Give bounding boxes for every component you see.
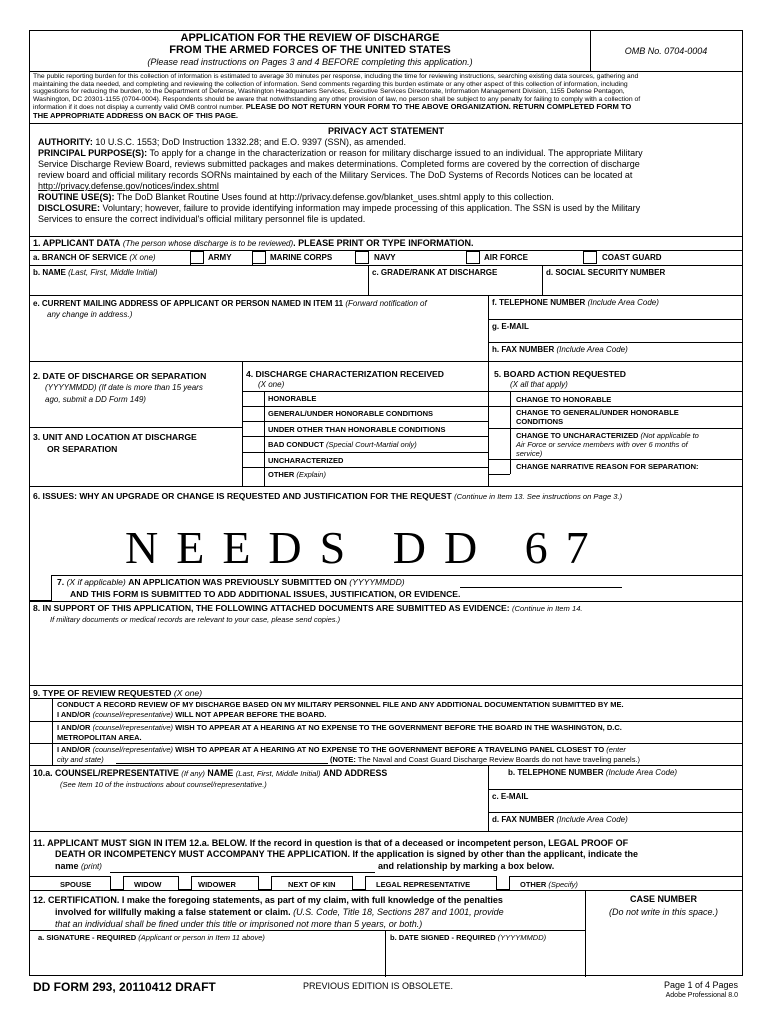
s7-number: 7. <box>57 577 65 587</box>
divider <box>488 812 742 813</box>
s10-and: AND ADDRESS <box>323 768 388 778</box>
s7-text: AN APPLICATION WAS PREVIOUSLY SUBMITTED ON <box>128 577 347 587</box>
disclosure-text: Voluntary; however, failure to provide identifying information may impede processing of this application. The SSN is used by the Military <box>102 203 641 213</box>
privacy-statement <box>38 137 738 225</box>
divider <box>30 685 742 686</box>
change-unc-note-2: Air Force or service members with over 6 months of <box>516 440 688 449</box>
s10-title: 10.a. COUNSEL/REPRESENTATIVE <box>33 768 179 778</box>
fax-title: h. FAX NUMBER <box>492 345 555 354</box>
form-title-line2: FROM THE ARMED FORCES OF THE UNITED STATES <box>169 44 451 56</box>
divider <box>30 295 742 296</box>
legal-label: LEGAL REPRESENTATIVE <box>376 880 471 889</box>
city-state-field[interactable] <box>116 763 328 764</box>
s2-note-2: ago, submit a DD Form 149) <box>45 395 146 404</box>
nok-label: NEXT OF KIN <box>288 880 336 889</box>
s12-line3: that an individual shall be fined under this title or imprisoned not more than 5 years, or both.) <box>55 919 423 929</box>
s9-note-label: (NOTE: <box>330 755 356 764</box>
divider <box>242 452 488 453</box>
divider <box>488 459 742 460</box>
branch-note: (X one) <box>129 253 156 262</box>
change-general-label-2: CONDITIONS <box>516 417 564 426</box>
fax-label <box>492 345 628 355</box>
s10-email-label: c. E-MAIL <box>492 792 529 801</box>
marine-checkbox[interactable] <box>252 251 266 264</box>
divider <box>242 391 488 392</box>
divider <box>30 236 742 237</box>
address-title: e. CURRENT MAILING ADDRESS OF APPLICANT OR PERSON NAMED IN ITEM 11 <box>33 299 344 308</box>
s1-heading <box>33 238 474 249</box>
s9-heading <box>33 688 202 698</box>
change-honorable-checkbox[interactable] <box>493 393 507 406</box>
routine-line <box>38 192 738 203</box>
s7-checkbox[interactable] <box>30 575 52 601</box>
s12-line2 <box>55 907 504 918</box>
change-general-label: CHANGE TO GENERAL/UNDER HONORABLE <box>516 408 679 417</box>
divider <box>30 123 742 124</box>
divider <box>30 890 742 891</box>
legal-checkbox[interactable] <box>496 876 510 890</box>
widower-checkbox[interactable] <box>258 876 272 890</box>
bad-conduct-label <box>268 440 417 449</box>
s10-phone-label <box>508 768 677 778</box>
name-label <box>33 268 157 278</box>
name-title: b. NAME <box>33 268 66 277</box>
name-note: (Last, First, Middle Initial) <box>68 268 158 277</box>
s9-o1-text: WILL NOT APPEAR BEFORE THE BOARD. <box>175 710 327 719</box>
s6-note: (Continue in Item 13. See instructions on Page 3.) <box>454 492 623 501</box>
ssn-label: d. SOCIAL SECURITY NUMBER <box>546 268 666 277</box>
navy-label: NAVY <box>374 253 396 262</box>
s10-phone-note: (Include Area Code) <box>605 768 678 777</box>
s8-note: (Continue in Item 14. <box>512 604 583 613</box>
disclosure-label: DISCLOSURE: <box>38 203 101 213</box>
widow-label: WIDOW <box>134 880 162 889</box>
s9-option1-line2 <box>57 710 326 719</box>
change-unc-title: CHANGE TO UNCHARACTERIZED <box>516 431 639 440</box>
divider <box>30 250 742 251</box>
form-number: DD FORM 293, 20110412 DRAFT <box>33 980 216 994</box>
authority-line <box>38 137 738 148</box>
divider <box>488 319 742 320</box>
grade-label: c. GRADE/RANK AT DISCHARGE <box>372 268 498 277</box>
s12-note: (U.S. Code, Title 18, Sections 287 and 1001, provide <box>293 907 504 917</box>
divider <box>30 721 742 722</box>
divider <box>242 436 488 437</box>
burden-line: suggestions for reducing the burden, to the Department of Defense, Washington Headquarters Services, Executive Services Directorate, Information Management Division, 1155 Defense Pentagon, <box>33 88 625 96</box>
adobe-note: Adobe Professional 8.0 <box>665 992 738 999</box>
signature-label <box>38 933 265 942</box>
s9-option2-line1 <box>57 723 622 732</box>
s9-o3-enter: (enter <box>606 745 626 754</box>
burden-line: The public reporting burden for this collection of information is estimated to average 30 minutes per response, including the time for reviewing instructions, searching existing data sources, gathering and <box>33 73 639 80</box>
privacy-title: PRIVACY ACT STATEMENT <box>327 126 444 136</box>
bad-conduct-title: BAD CONDUCT <box>268 440 324 449</box>
s11-line2: DEATH OR INCOMPETENCY MUST ACCOMPANY THE APPLICATION. If the application is signed by other than the applicant, indicate the <box>55 849 639 859</box>
oth-label: UNDER OTHER THAN HONORABLE CONDITIONS <box>268 425 446 434</box>
divider <box>385 930 386 977</box>
s1-note: (The person whose discharge is to be reviewed) <box>122 239 294 248</box>
s9-note-text: The Naval and Coast Guard Discharge Review Boards do not have traveling panels.) <box>357 755 641 764</box>
divider <box>510 391 511 474</box>
date-signed-title: b. DATE SIGNED - REQUIRED <box>390 933 496 942</box>
notices-link[interactable]: http://privacy.defense.gov/notices/index.shtml <box>38 181 219 191</box>
s11-line1: 11. APPLICANT MUST SIGN IN ITEM 12.a. BELOW. If the record in question is that of a deceased or incompetent person, LEGAL PROOF OF <box>33 838 629 848</box>
bad-conduct-note: (Special Court-Martial only) <box>325 440 417 449</box>
divider <box>488 342 742 343</box>
purpose-text: Service Discharge Review Board, reviews submitted packages and makes determinations. Completed forms are covered by the correction of discharge <box>38 159 640 169</box>
divider <box>488 789 742 790</box>
s11-name: name <box>55 861 79 871</box>
dd-form-293 <box>29 30 743 976</box>
s9-option2-line2: METROPOLITAN AREA. <box>57 733 142 742</box>
change-general-checkbox[interactable] <box>493 408 507 421</box>
dc-hearing-checkbox[interactable] <box>33 724 47 737</box>
divider <box>30 486 742 487</box>
disclosure-line <box>38 203 738 214</box>
s9-o2-note: (counsel/representative) <box>92 723 174 732</box>
s11-line3: and relationship by marking a box below. <box>378 861 555 871</box>
s8-note-2: If military documents or medical records are relevant to your case, please send copies.) <box>50 615 341 624</box>
widow-checkbox[interactable] <box>178 876 192 890</box>
case-number-title: CASE NUMBER <box>629 894 697 904</box>
spouse-label: SPOUSE <box>60 880 92 889</box>
other-title: OTHER <box>268 470 295 479</box>
phone-title: f. TELEPHONE NUMBER <box>492 298 586 307</box>
disclosure-text: Services to ensure the correct individual's official military personnel file is updated. <box>38 214 366 224</box>
address-label <box>33 299 427 309</box>
s9-o3-pre: I AND/OR <box>57 745 91 754</box>
other-note: (Explain) <box>296 470 326 479</box>
page-number: Page 1 of 4 Pages <box>663 980 738 990</box>
other-label <box>268 470 326 479</box>
address-note-2: any change in address.) <box>47 310 133 319</box>
address-note: (Forward notification of <box>345 299 427 308</box>
change-uncharacterized-label <box>516 431 699 440</box>
change-unc-note-3: service) <box>516 449 543 458</box>
divider <box>488 361 489 486</box>
s11-name-field[interactable] <box>110 872 375 873</box>
change-narrative-checkbox[interactable] <box>493 461 507 474</box>
authority-label: AUTHORITY: <box>38 137 93 147</box>
obsolete-note: PREVIOUS EDITION IS OBSOLETE. <box>303 981 454 991</box>
divider <box>30 743 742 744</box>
divider <box>30 71 742 72</box>
date-signed-label <box>390 933 546 942</box>
purpose-text: To apply for a change in the characterization or reason for military discharge issued to an individual. The appropriate Military <box>149 148 643 158</box>
return-warning: PLEASE DO NOT RETURN YOUR FORM TO THE ABOVE ORGANIZATION. RETURN COMPLETED FORM TO <box>245 102 632 112</box>
s2-note-1: (YYYYMMDD) (If date is more than 15 years <box>45 383 203 392</box>
divider <box>368 265 369 295</box>
other-checkbox[interactable] <box>248 469 262 482</box>
omb-number: OMB No. 0704-0004 <box>624 46 708 56</box>
s8-heading <box>33 603 583 614</box>
s9-o2-pre: I AND/OR <box>57 723 91 732</box>
s10-fax-label <box>492 815 628 825</box>
s11-name-label <box>55 861 102 872</box>
email-label: g. E-MAIL <box>492 322 529 331</box>
s7-line1 <box>57 577 405 587</box>
burden-line: Washington, DC 20301-1155 (0704-0004). Respondents should be aware that notwithstanding any other provision of law, no person shall be subject to any penalty for failing to comply with a collection of <box>33 95 641 103</box>
airforce-label: AIR FORCE <box>484 253 528 262</box>
divider <box>30 698 742 699</box>
change-unc-note: (Not applicable to <box>640 431 699 440</box>
navy-checkbox[interactable] <box>355 251 369 264</box>
s3-title-1: 3. UNIT AND LOCATION AT DISCHARGE <box>33 432 197 442</box>
divider <box>30 361 742 362</box>
s5-note: (X all that apply) <box>510 380 568 389</box>
divider <box>242 421 488 422</box>
s10-note1: (If any) <box>181 769 205 778</box>
s9-option1-line1: CONDUCT A RECORD REVIEW OF MY DISCHARGE BASED ON MY MILITARY PERSONNEL FILE AND ANY ADDITIONAL DOCUMENTATION SUBMITTED BY ME. <box>57 700 624 709</box>
routine-text: The DoD Blanket Routine Uses found at http://privacy.defense.gov/blanket_uses.shtml apply to this collection. <box>116 192 554 202</box>
s11-print: (print) <box>81 862 102 871</box>
airforce-checkbox[interactable] <box>466 251 480 264</box>
divider <box>242 467 488 468</box>
widower-label: WIDOWER <box>198 880 236 889</box>
s7-note: (X if applicable) <box>66 577 126 587</box>
traveling-panel-checkbox[interactable] <box>33 746 47 759</box>
s12-line1: 12. CERTIFICATION. I make the foregoing statements, as part of my claim, with full knowledge of the penalties <box>33 895 503 905</box>
divider <box>242 406 488 407</box>
s6-title: 6. ISSUES: WHY AN UPGRADE OR CHANGE IS REQUESTED AND JUSTIFICATION FOR THE REQUEST <box>33 491 452 501</box>
purpose-label: PRINCIPAL PURPOSE(S): <box>38 148 148 158</box>
s9-o3-city-note: city and state) <box>57 755 104 764</box>
divider <box>30 265 742 266</box>
s9-o2-text: WISH TO APPEAR AT A HEARING AT NO EXPENSE TO THE GOVERNMENT BEFORE THE BOARD IN THE WASHINGTON, D.C. <box>175 723 622 732</box>
divider <box>30 427 242 428</box>
change-honorable-label: CHANGE TO HONORABLE <box>516 395 612 404</box>
divider <box>488 765 489 831</box>
record-review-checkbox[interactable] <box>33 701 47 714</box>
s10-name: NAME <box>207 768 234 778</box>
s4-note: (X one) <box>258 380 285 389</box>
bad-conduct-checkbox[interactable] <box>248 439 262 452</box>
routine-label: ROUTINE USE(S): <box>38 192 115 202</box>
s1-title: 1. APPLICANT DATA <box>33 238 121 248</box>
s10-fax-note: (Include Area Code) <box>556 815 628 824</box>
divider <box>488 428 742 429</box>
divider <box>30 575 742 576</box>
marine-label: MARINE CORPS <box>270 253 333 262</box>
s6-heading <box>33 491 622 502</box>
s9-o3-text: WISH TO APPEAR AT A HEARING AT NO EXPENSE TO THE GOVERNMENT BEFORE A TRAVELING PANEL CLOSEST TO <box>175 745 605 754</box>
divider <box>30 831 742 832</box>
coastguard-checkbox[interactable] <box>583 251 597 264</box>
return-warning-2: THE APPROPRIATE ADDRESS ON BACK OF THIS PAGE. <box>33 110 239 120</box>
divider <box>542 265 543 295</box>
s9-o3-note: (counsel/representative) <box>92 745 174 754</box>
s7-date-field[interactable] <box>460 587 622 588</box>
general-checkbox[interactable] <box>248 408 262 421</box>
s10-heading <box>33 768 387 779</box>
s9-o3-note-line <box>330 755 640 764</box>
change-uncharacterized-checkbox[interactable] <box>493 430 507 443</box>
fax-note: (Include Area Code) <box>556 345 628 354</box>
divider <box>52 698 53 765</box>
divider <box>30 601 742 602</box>
s1-print-note: . PLEASE PRINT OR TYPE INFORMATION. <box>293 238 474 248</box>
divider <box>488 295 489 361</box>
army-label: ARMY <box>208 253 232 262</box>
other-rel-note: (Specify) <box>548 880 578 889</box>
s7-line2: AND THIS FORM IS SUBMITTED TO ADD ADDITIONAL ISSUES, JUSTIFICATION, OR EVIDENCE. <box>70 589 461 599</box>
divider <box>242 361 243 487</box>
branch-title: a. BRANCH OF SERVICE <box>33 253 128 262</box>
general-label: GENERAL/UNDER HONORABLE CONDITIONS <box>268 409 434 418</box>
phone-note: (Include Area Code) <box>587 298 659 307</box>
case-number-note: (Do not write in this space.) <box>608 907 719 917</box>
needs-dd67-stamp: NEEDS DD 67 <box>125 522 607 573</box>
s3-title-2: OR SEPARATION <box>47 444 118 454</box>
divider <box>30 765 742 766</box>
branch-label <box>33 253 156 263</box>
honorable-checkbox[interactable] <box>248 393 262 406</box>
signature-note: (Applicant or person in Item 11 above) <box>138 933 265 942</box>
s4-title: 4. DISCHARGE CHARACTERIZATION RECEIVED <box>246 369 444 379</box>
change-narrative-label: CHANGE NARRATIVE REASON FOR SEPARATION: <box>516 462 699 471</box>
nok-checkbox[interactable] <box>352 876 366 890</box>
s9-title: 9. TYPE OF REVIEW REQUESTED <box>33 688 172 698</box>
other-rel-title: OTHER <box>520 880 547 889</box>
s10-phone-title: b. TELEPHONE NUMBER <box>508 768 604 777</box>
divider <box>488 406 742 407</box>
purpose-text: review board and official military records SORNs maintained by each of the Military Services. The DoD Systems of Records Notices can be located at <box>38 170 633 180</box>
s10-note2: (Last, First, Middle Initial) <box>235 769 321 778</box>
honorable-label: HONORABLE <box>268 394 317 403</box>
coastguard-label: COAST GUARD <box>602 253 662 262</box>
form-title-line1: APPLICATION FOR THE REVIEW OF DISCHARGE <box>180 32 440 44</box>
s9-option3-line1 <box>57 745 626 754</box>
army-checkbox[interactable] <box>190 251 204 264</box>
phone-label <box>492 298 659 308</box>
s12-text: involved for willfully making a false statement or claim. <box>55 907 291 917</box>
s5-title: 5. BOARD ACTION REQUESTED <box>494 369 626 379</box>
s7-date-note: (YYYYMMDD) <box>349 577 405 587</box>
divider <box>30 876 742 877</box>
uncharacterized-label: UNCHARACTERIZED <box>268 456 344 465</box>
divider <box>30 930 585 931</box>
s8-title: 8. IN SUPPORT OF THIS APPLICATION, THE FOLLOWING ATTACHED DOCUMENTS ARE SUBMITTED AS EVIDENCE: <box>33 603 510 613</box>
burden-line: maintaining the data needed, and completing and reviewing the collection of information. Send comments regarding this burden estimate or any other aspect of this collection of information, including <box>33 80 628 88</box>
other-rel-label <box>520 880 578 889</box>
s9-note: (X one) <box>173 688 203 698</box>
burden-text: information if it does not display a currently valid OMB control number. <box>33 104 244 112</box>
purpose-line <box>38 148 738 159</box>
s9-o1-pre: I AND/OR <box>57 710 91 719</box>
divider <box>488 474 510 475</box>
s9-o1-note: (counsel/representative) <box>92 710 174 719</box>
divider <box>488 391 742 392</box>
spouse-checkbox[interactable] <box>110 876 124 890</box>
burden-statement <box>33 73 739 120</box>
s10-see-note: (See Item 10 of the instructions about counsel/representative.) <box>60 780 267 789</box>
signature-title: a. SIGNATURE - REQUIRED <box>38 933 137 942</box>
form-instructions-note: (Please read instructions on Pages 3 and 4 BEFORE completing this application.) <box>147 57 473 67</box>
authority-text: 10 U.S.C. 1553; DoD Instruction 1332.28; and E.O. 9397 (SSN), as amended. <box>95 137 407 147</box>
date-signed-note: (YYYYMMDD) <box>497 933 547 942</box>
s10-fax-title: d. FAX NUMBER <box>492 815 555 824</box>
s2-title: 2. DATE OF DISCHARGE OR SEPARATION <box>33 371 207 381</box>
